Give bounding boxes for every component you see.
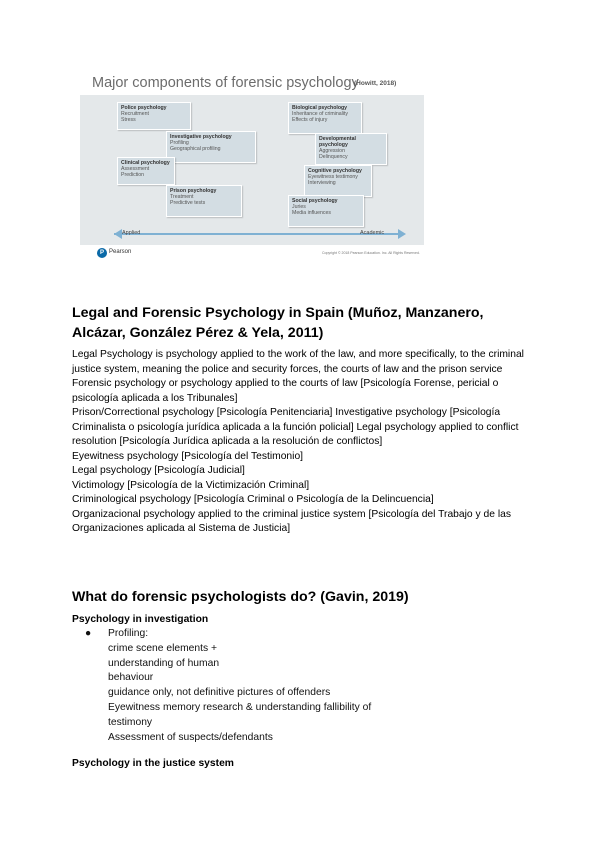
section1-heading: Legal and Forensic Psychology in Spain (Muñoz, Manzanero, Alcázar, González Pérez & Yela, 2011) (72, 305, 484, 341)
box-cognitive-psychology: Cognitive psychology Eyewitness testimony Interviewing (304, 165, 372, 197)
publisher-name: Pearson (109, 249, 132, 255)
box-police-psychology: Police psychology Recruitment Stress (117, 102, 191, 130)
section2-heading: What do forensic psychologists do? (Gavin, 2019) (72, 589, 409, 605)
bullet-icon: ● (85, 628, 92, 639)
axis-arrow-left-icon (114, 229, 122, 239)
axis-label-applied: Applied (122, 230, 141, 236)
section1-body (72, 348, 532, 537)
box-prison-psychology: Prison psychology Treatment Predictive tests (166, 185, 242, 217)
list-line: testimony (108, 716, 153, 728)
paragraph: Eyewitness psychology [Psicología del Testimonio] (72, 450, 304, 462)
subheading-justice-system: Psychology in the justice system (72, 758, 234, 769)
diagram (80, 95, 424, 245)
slide-citation: (Howitt, 2018) (354, 80, 397, 87)
paragraph: Organizacional psychology applied to the criminal justice system [Psicología del Trabajo y de las Organizaciones aplicada al Sistema de Justicia] (72, 508, 511, 534)
box-developmental-psychology: Developmental psychology Aggression Delinquency (315, 133, 387, 165)
list-line: Eyewitness memory research & understanding fallibility of (108, 701, 372, 713)
subheading-investigation: Psychology in investigation (72, 614, 209, 625)
list-line: Assessment of suspects/defendants (108, 731, 273, 743)
paragraph: Victimology [Psicología de la Victimización Criminal] (72, 479, 310, 491)
paragraph: Legal psychology [Psicología Judicial] (72, 465, 245, 476)
pearson-logo-icon: P (97, 248, 107, 258)
box-investigative-psychology: Investigative psychology Profiling Geographical profiling (166, 131, 256, 163)
axis-arrow-right-icon (398, 229, 406, 239)
axis-label-academic: Academic (360, 230, 385, 236)
box-biological-psychology: Biological psychology Inheritance of criminality Effects of injury (288, 102, 362, 134)
box-clinical-psychology: Clinical psychology Assessment Prediction (117, 157, 175, 185)
bullet-list (85, 627, 510, 745)
list-item: ● Profiling: (90, 627, 510, 642)
list-line: guidance only, not definitive pictures of offenders (108, 687, 331, 699)
list-line: understanding of human (108, 657, 220, 669)
slide-figure (80, 66, 424, 262)
paragraph: Legal Psychology is psychology applied to the work of the law, and more specifically, to the criminal justice system, meaning the police and security forces, the courts of law and the prison service (72, 349, 524, 375)
slide-title: Major components of forensic psychology (92, 75, 359, 91)
list-line: behaviour (108, 672, 154, 684)
list-line: crime scene elements + (108, 642, 218, 654)
box-social-psychology: Social psychology Juries Media influences (288, 195, 364, 227)
paragraph: Forensic psychology or psychology applied to the courts of law [Psicología Forense, pericial o psicología aplicada a los Tribunales] (72, 378, 499, 404)
paragraph: Prison/Correctional psychology [Psicología Penitenciaria] Investigative psychology [Psicología Criminalista o psicología jurídica aplicada a la función policial] Legal psychology applied to conflict resolution [Psicología Jurídica aplicada a la resolución de conflictos] (72, 407, 519, 447)
paragraph: Criminological psychology [Psicología Criminal o Psicología de la Delincuencia] (72, 494, 434, 505)
copyright-note: Copyright © 2018 Pearson Education. Inc. All Rights Reserved. (322, 251, 420, 255)
